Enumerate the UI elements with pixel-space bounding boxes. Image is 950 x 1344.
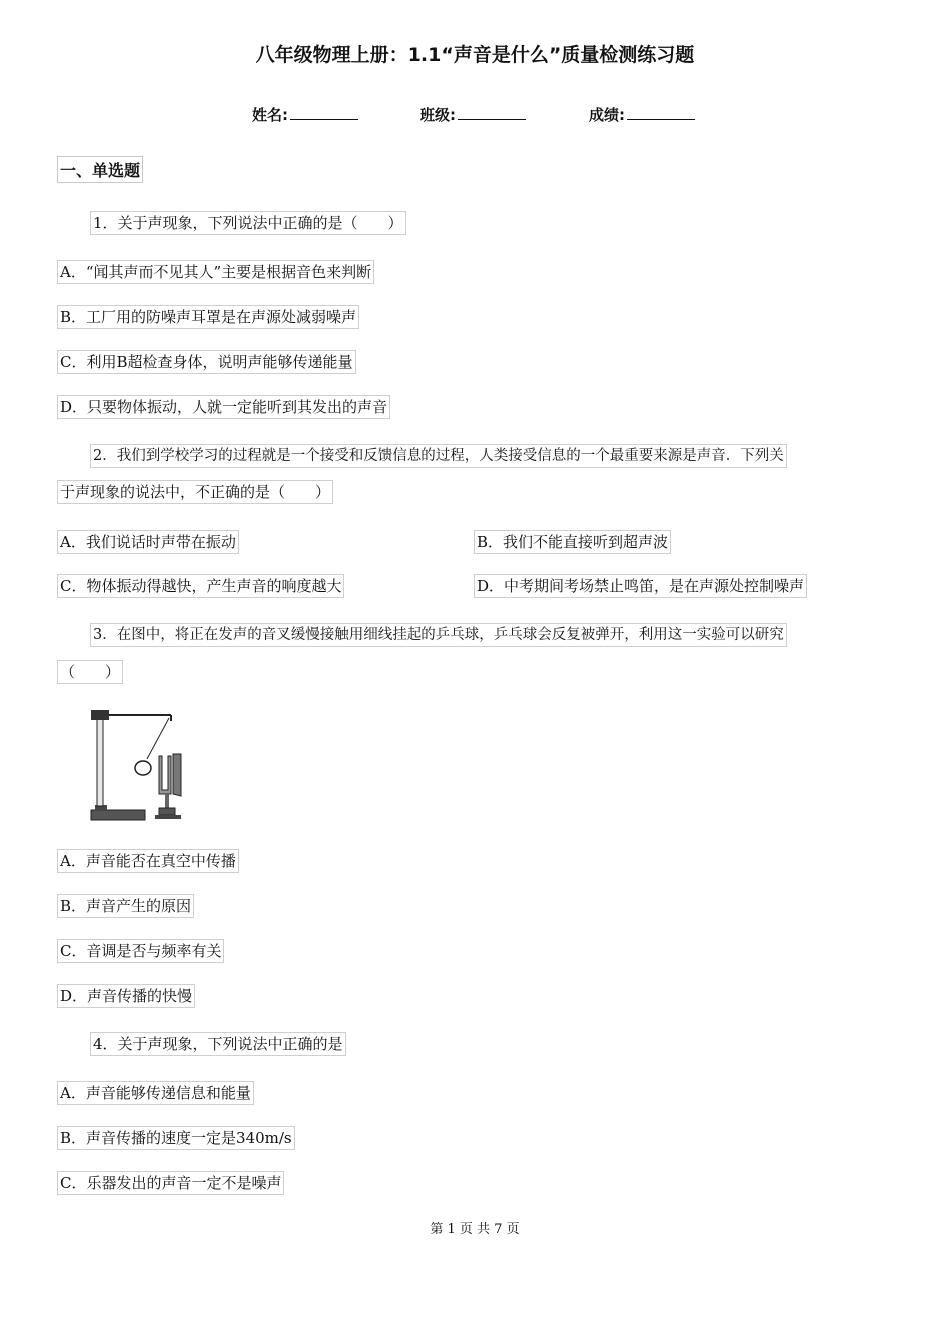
- q3-option-a: A．声音能否在真空中传播: [57, 849, 239, 873]
- q1-option-d: D．只要物体振动，人就一定能听到其发出的声音: [57, 395, 390, 419]
- q4-option-b: B．声音传播的速度一定是340m/s: [57, 1126, 295, 1150]
- q2-option-d: D．中考期间考场禁止鸣笛，是在声源处控制噪声: [474, 574, 807, 598]
- q2-option-a: A．我们说话时声带在振动: [57, 530, 239, 554]
- class-label: 班级:: [420, 106, 456, 124]
- name-blank: [290, 105, 358, 120]
- section-heading: 一、单选题: [57, 156, 143, 183]
- q1-option-c: C．利用B超检查身体，说明声能够传递能量: [57, 350, 356, 374]
- q2-option-b: B．我们不能直接听到超声波: [474, 530, 671, 554]
- q3-option-c: C．音调是否与频率有关: [57, 939, 224, 963]
- score-label: 成绩:: [589, 106, 625, 124]
- q1-option-b: B．工厂用的防噪声耳罩是在声源处减弱噪声: [57, 305, 359, 329]
- q4-option-a: A．声音能够传递信息和能量: [57, 1081, 254, 1105]
- question-2-stem-line2: 于声现象的说法中，不正确的是（ ）: [57, 480, 333, 504]
- page-title: 八年级物理上册：1.1“声音是什么”质量检测练习题: [255, 44, 695, 66]
- score-field: [589, 104, 695, 125]
- class-blank: [458, 105, 526, 120]
- q3-option-b: B．声音产生的原因: [57, 894, 194, 918]
- question-2-stem-line1: 2．我们到学校学习的过程就是一个接受和反馈信息的过程，人类接受信息的一个最重要来源是声音．下列关: [90, 444, 787, 468]
- question-1-stem: 1．关于声现象，下列说法中正确的是（ ）: [90, 211, 406, 235]
- q2-option-c: C．物体振动得越快，产生声音的响度越大: [57, 574, 344, 598]
- class-field: [420, 104, 526, 125]
- q4-option-c: C．乐器发出的声音一定不是噪声: [57, 1171, 284, 1195]
- question-3-stem-line1: 3．在图中，将正在发声的音叉缓慢接触用细线挂起的乒乓球，乒乓球会反复被弹开，利用这一实验可以研究: [90, 623, 787, 647]
- q3-option-d: D．声音传播的快慢: [57, 984, 195, 1008]
- page-footer: 第 1 页 共 7 页: [430, 1222, 520, 1237]
- question-3-stem-line2: （ ）: [57, 660, 123, 684]
- q1-option-a: A．“闻其声而不见其人”主要是根据音色来判断: [57, 260, 374, 284]
- tuning-fork-figure: [85, 704, 190, 829]
- score-blank: [627, 105, 695, 120]
- question-4-stem: 4．关于声现象，下列说法中正确的是: [90, 1032, 346, 1056]
- name-field: [252, 104, 358, 125]
- name-label: 姓名:: [252, 106, 288, 124]
